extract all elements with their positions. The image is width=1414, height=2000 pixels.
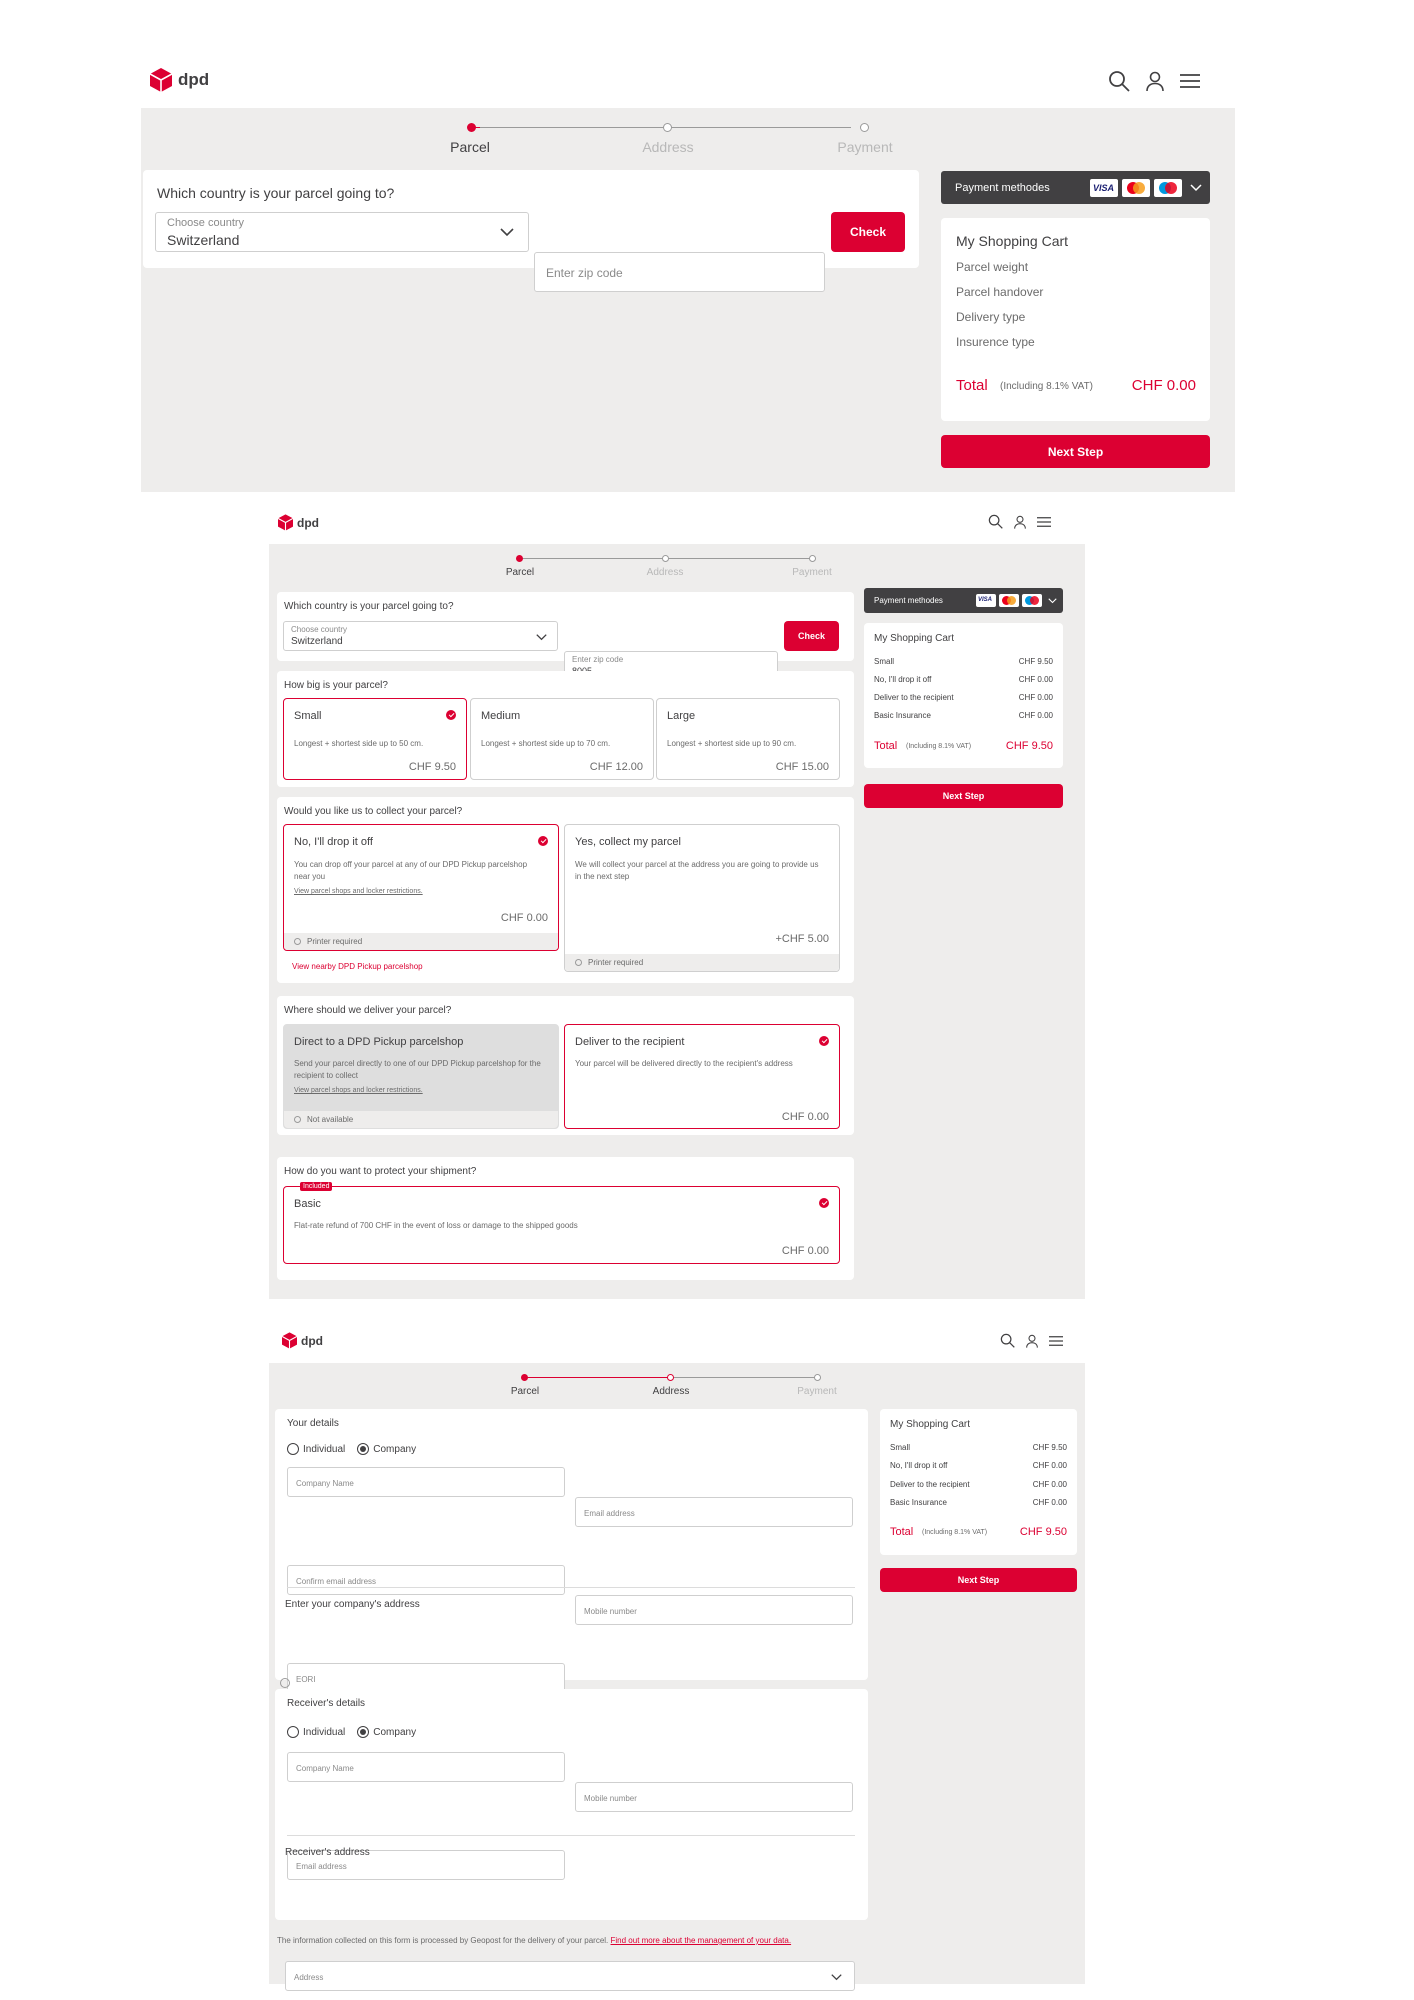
step-label-address: Address bbox=[642, 139, 694, 155]
step-label-parcel[interactable]: Parcel bbox=[510, 1386, 540, 1397]
cart-vat-note: (Including 8.1% VAT) bbox=[1000, 381, 1094, 392]
privacy-notice bbox=[277, 1934, 837, 1947]
protect-card bbox=[277, 1157, 854, 1280]
next-step-button[interactable]: Next Step bbox=[941, 435, 1210, 468]
option-price: CHF 0.00 bbox=[500, 912, 548, 924]
user-icon[interactable] bbox=[1146, 71, 1164, 91]
cart-total-label: Total bbox=[956, 377, 988, 394]
cart-item-price: CHF 9.50 bbox=[1032, 1443, 1067, 1452]
step-label-payment: Payment bbox=[792, 567, 832, 578]
option-price: CHF 0.00 bbox=[781, 1245, 829, 1257]
confirm-email-field[interactable]: Confirm email address bbox=[287, 1565, 565, 1595]
payment-methods-label: Payment methodes bbox=[955, 181, 1050, 194]
email-field[interactable]: Email address bbox=[575, 1497, 853, 1527]
printer-required: Printer required bbox=[307, 937, 363, 946]
option-desc: You can drop off your parcel at any of our DPD Pickup parcelshop near you bbox=[294, 860, 528, 881]
details-title: Your details bbox=[287, 1418, 339, 1429]
cart-total-label: Total bbox=[874, 740, 898, 752]
user-icon[interactable] bbox=[1014, 515, 1026, 529]
privacy-text: The information collected on this form is processed by Geopost for the delivery of your parcel. bbox=[277, 1936, 609, 1945]
size-option-medium[interactable] bbox=[470, 698, 654, 780]
country-card bbox=[277, 592, 854, 664]
shopping-cart-empty bbox=[941, 218, 1210, 421]
divider bbox=[287, 1587, 855, 1588]
cart-item-name: No, I'll drop it off bbox=[874, 675, 932, 684]
printer-required: Printer required bbox=[588, 958, 644, 967]
chevron-down-icon bbox=[536, 633, 547, 641]
cart-item-price: CHF 0.00 bbox=[1032, 1498, 1067, 1507]
step-label-address: Address bbox=[646, 567, 684, 578]
country-card bbox=[143, 170, 919, 280]
radio-company-label: Company bbox=[373, 1726, 417, 1738]
size-desc: Longest + shortest side up to 90 cm. bbox=[667, 739, 797, 748]
deliver-option-parcelshop bbox=[283, 1024, 559, 1129]
cart-item-name: Small bbox=[890, 1443, 911, 1452]
radio-company[interactable] bbox=[357, 1443, 369, 1455]
option-title: Deliver to the recipient bbox=[575, 1036, 685, 1048]
eori-placeholder: EORI bbox=[296, 1675, 316, 1684]
chevron-down-icon bbox=[500, 227, 514, 237]
option-price: +CHF 5.00 bbox=[775, 933, 829, 945]
option-desc: Your parcel will be delivered directly to the recipient's address bbox=[575, 1059, 793, 1068]
radio-individual[interactable] bbox=[287, 1726, 299, 1738]
parcel-size-card bbox=[277, 671, 854, 787]
size-price: CHF 15.00 bbox=[775, 761, 829, 773]
header-icons bbox=[988, 514, 1051, 529]
progress-steps bbox=[440, 118, 893, 158]
dpd-cube-icon bbox=[282, 1332, 297, 1349]
option-title: Yes, collect my parcel bbox=[575, 836, 681, 848]
step-dot-address bbox=[667, 1374, 674, 1381]
option-footer bbox=[284, 1111, 558, 1128]
step-dot-payment bbox=[860, 123, 869, 132]
cart-title: My Shopping Cart bbox=[956, 233, 1069, 249]
cart-vat-note: (Including 8.1% VAT) bbox=[922, 1529, 988, 1536]
shopping-cart-filled bbox=[880, 1409, 1077, 1555]
size-desc: Longest + shortest side up to 50 cm. bbox=[294, 739, 424, 748]
country-question: Which country is your parcel going to? bbox=[284, 601, 454, 612]
cart-item-name: Basic Insurance bbox=[874, 711, 931, 720]
radio-individual[interactable] bbox=[287, 1443, 299, 1455]
cart-item-price: CHF 0.00 bbox=[1018, 711, 1053, 720]
dpd-cube-icon bbox=[150, 68, 172, 92]
deliver-card bbox=[277, 996, 854, 1135]
step-label-parcel[interactable]: Parcel bbox=[505, 567, 535, 578]
step-label-parcel[interactable]: Parcel bbox=[450, 139, 490, 155]
parcel-shops-link[interactable]: View parcel shops and locker restrictions. bbox=[294, 888, 423, 895]
payment-methods-label: Payment methodes bbox=[874, 596, 943, 605]
payment-methods-bar[interactable] bbox=[864, 588, 1063, 613]
dpd-logo[interactable] bbox=[278, 514, 319, 531]
progress-steps bbox=[500, 552, 830, 582]
option-title: No, I'll drop it off bbox=[294, 836, 373, 848]
info-icon bbox=[575, 959, 582, 966]
deliver-option-recipient[interactable] bbox=[564, 1024, 840, 1129]
your-details-card bbox=[275, 1409, 868, 1684]
check-button[interactable]: Check bbox=[784, 621, 839, 651]
info-icon bbox=[294, 938, 301, 945]
collect-card bbox=[277, 797, 854, 983]
cart-total-value: CHF 0.00 bbox=[1131, 377, 1196, 394]
receiver-company-name-field[interactable]: Company Name bbox=[287, 1752, 565, 1782]
cart-item: Parcel handover bbox=[956, 285, 1044, 299]
included-badge: Included bbox=[300, 1182, 332, 1191]
header-icons bbox=[1108, 70, 1200, 92]
check-icon bbox=[819, 1036, 829, 1046]
menu-icon[interactable] bbox=[1049, 1335, 1063, 1347]
country-select[interactable] bbox=[283, 621, 558, 651]
size-option-large[interactable] bbox=[656, 698, 840, 780]
chevron-down-icon bbox=[1190, 184, 1202, 192]
brand-name: dpd bbox=[301, 1333, 323, 1348]
radio-individual-label: Individual bbox=[303, 1443, 346, 1455]
radio-company-label: Company bbox=[373, 1443, 417, 1455]
parcel-shops-link[interactable]: View parcel shops and locker restrictions. bbox=[294, 1087, 423, 1094]
cart-item-name: Deliver to the recipient bbox=[890, 1480, 970, 1489]
country-select-label: Choose country bbox=[291, 625, 348, 634]
country-select-value: Switzerland bbox=[167, 232, 240, 248]
country-select-label: Choose country bbox=[167, 217, 245, 229]
next-step-button[interactable]: Next Step bbox=[864, 784, 1063, 808]
search-icon[interactable] bbox=[988, 514, 1003, 529]
check-icon bbox=[446, 710, 456, 720]
nearby-parcelshop-link[interactable]: View nearby DPD Pickup parcelshop bbox=[292, 962, 423, 971]
chevron-down-icon bbox=[831, 1973, 842, 1981]
step-label-payment: Payment bbox=[797, 1386, 837, 1397]
brand-name: dpd bbox=[178, 70, 210, 89]
step-dot-address bbox=[663, 123, 672, 132]
check-icon bbox=[819, 1198, 829, 1208]
divider bbox=[287, 1835, 855, 1836]
zip-placeholder: Enter zip code bbox=[546, 266, 623, 280]
next-step-button[interactable]: Next Step bbox=[880, 1568, 1077, 1592]
maestro-icon bbox=[1154, 179, 1182, 197]
protect-question: How do you want to protect your shipment? bbox=[284, 1166, 477, 1177]
country-select-value: Switzerland bbox=[291, 636, 343, 647]
cart-title: My Shopping Cart bbox=[874, 633, 955, 644]
cart-item: Delivery type bbox=[956, 310, 1026, 324]
check-icon bbox=[538, 836, 548, 846]
dpd-logo[interactable] bbox=[150, 68, 209, 92]
step-dot-parcel bbox=[521, 1374, 528, 1381]
payment-methods-bar[interactable] bbox=[941, 171, 1210, 204]
option-price: CHF 0.00 bbox=[781, 1111, 829, 1123]
country-question: Which country is your parcel going to? bbox=[157, 185, 395, 201]
receiver-address-title: Receiver's address bbox=[285, 1847, 370, 1858]
account-type-radios bbox=[287, 1443, 416, 1455]
receiver-title: Receiver's details bbox=[287, 1698, 366, 1709]
size-name: Large bbox=[667, 710, 696, 722]
cart-item-price: CHF 0.00 bbox=[1032, 1480, 1067, 1489]
progress-steps bbox=[505, 1371, 835, 1401]
search-icon[interactable] bbox=[1108, 70, 1130, 92]
not-available: Not available bbox=[307, 1115, 354, 1124]
info-icon[interactable] bbox=[280, 1678, 290, 1688]
company-name-field[interactable]: Company Name bbox=[287, 1467, 565, 1497]
cart-vat-note: (Including 8.1% VAT) bbox=[906, 743, 972, 750]
info-icon bbox=[294, 1116, 301, 1123]
size-desc: Longest + shortest side up to 70 cm. bbox=[481, 739, 611, 748]
cart-total-value: CHF 9.50 bbox=[1019, 1526, 1067, 1538]
receiver-address-select[interactable] bbox=[285, 1961, 855, 1991]
menu-icon[interactable] bbox=[1180, 73, 1200, 89]
step-label-address[interactable]: Address bbox=[652, 1386, 690, 1397]
option-title: Direct to a DPD Pickup parcelshop bbox=[294, 1036, 464, 1048]
protect-option-basic[interactable] bbox=[283, 1183, 840, 1264]
cart-total-value: CHF 9.50 bbox=[1005, 740, 1053, 752]
step-dot-parcel bbox=[516, 555, 523, 562]
user-icon[interactable] bbox=[1026, 1334, 1038, 1348]
step-dot-parcel bbox=[467, 123, 476, 132]
option-desc: Flat-rate refund of 700 CHF in the event of loss or damage to the shipped goods bbox=[294, 1221, 578, 1230]
size-price: CHF 12.00 bbox=[589, 761, 643, 773]
radio-company[interactable] bbox=[357, 1726, 369, 1738]
visa-icon: VISA bbox=[1090, 179, 1118, 197]
size-option-small[interactable] bbox=[283, 698, 467, 780]
size-question: How big is your parcel? bbox=[284, 680, 388, 691]
menu-icon[interactable] bbox=[1037, 516, 1051, 528]
option-title: Basic bbox=[294, 1198, 321, 1210]
size-price: CHF 9.50 bbox=[408, 761, 456, 773]
cart-item: Parcel weight bbox=[956, 260, 1029, 274]
option-footer bbox=[284, 933, 558, 950]
cart-total-label: Total bbox=[890, 1526, 914, 1538]
cart-item-name: Basic Insurance bbox=[890, 1498, 947, 1507]
cart-item-name: No, I'll drop it off bbox=[890, 1461, 948, 1470]
cart-item-price: CHF 0.00 bbox=[1018, 675, 1053, 684]
option-footer bbox=[565, 954, 839, 971]
visa-icon: VISA bbox=[976, 594, 996, 607]
collect-option-drop[interactable] bbox=[283, 824, 559, 951]
step-dot-address bbox=[662, 555, 669, 562]
cart-item: Insurence type bbox=[956, 335, 1035, 349]
step-label-payment: Payment bbox=[837, 139, 893, 155]
cart-item-name: Deliver to the recipient bbox=[874, 693, 954, 702]
dpd-logo[interactable] bbox=[282, 1332, 323, 1349]
step-dot-payment bbox=[809, 555, 816, 562]
step-dot-payment bbox=[814, 1374, 821, 1381]
size-name: Small bbox=[294, 710, 322, 722]
receiver-type-radios bbox=[287, 1726, 416, 1738]
cart-item-price: CHF 9.50 bbox=[1018, 657, 1053, 666]
shopping-cart-filled bbox=[864, 623, 1063, 768]
zip-label: Enter zip code bbox=[572, 655, 624, 664]
receiver-mobile-field[interactable]: Mobile number bbox=[575, 1782, 853, 1812]
collect-option-pickup[interactable] bbox=[564, 824, 840, 972]
receiver-address-placeholder: Address bbox=[294, 1973, 324, 1982]
cart-title: My Shopping Cart bbox=[890, 1419, 971, 1430]
chevron-down-icon bbox=[1048, 598, 1057, 604]
check-button[interactable]: Check bbox=[831, 212, 905, 252]
size-name: Medium bbox=[481, 710, 521, 722]
cart-item-price: CHF 0.00 bbox=[1032, 1461, 1067, 1470]
receiver-email-field[interactable]: Email address bbox=[287, 1850, 565, 1880]
brand-name: dpd bbox=[297, 515, 319, 530]
privacy-link[interactable]: Find out more about the management of your data. bbox=[610, 1936, 792, 1945]
zip-input[interactable] bbox=[534, 252, 825, 292]
radio-individual-label: Individual bbox=[303, 1726, 346, 1738]
option-desc: We will collect your parcel at the address you are going to provide us in the next step bbox=[575, 860, 819, 881]
maestro-icon bbox=[1022, 594, 1042, 607]
cart-item-name: Small bbox=[874, 657, 895, 666]
mastercard-icon bbox=[1122, 179, 1150, 197]
dpd-cube-icon bbox=[278, 514, 293, 531]
collect-question: Would you like us to collect your parcel? bbox=[284, 806, 463, 817]
company-address-title: Enter your company's address bbox=[285, 1599, 420, 1610]
mastercard-icon bbox=[999, 594, 1019, 607]
deliver-question: Where should we deliver your parcel? bbox=[284, 1005, 452, 1016]
cart-item-price: CHF 0.00 bbox=[1018, 693, 1053, 702]
header-icons bbox=[1000, 1333, 1063, 1348]
country-select[interactable] bbox=[155, 212, 529, 252]
search-icon[interactable] bbox=[1000, 1333, 1015, 1348]
mobile-field[interactable]: Mobile number bbox=[575, 1595, 853, 1625]
option-desc: Send your parcel directly to one of our DPD Pickup parcelshop for the recipient to collect bbox=[294, 1059, 541, 1080]
